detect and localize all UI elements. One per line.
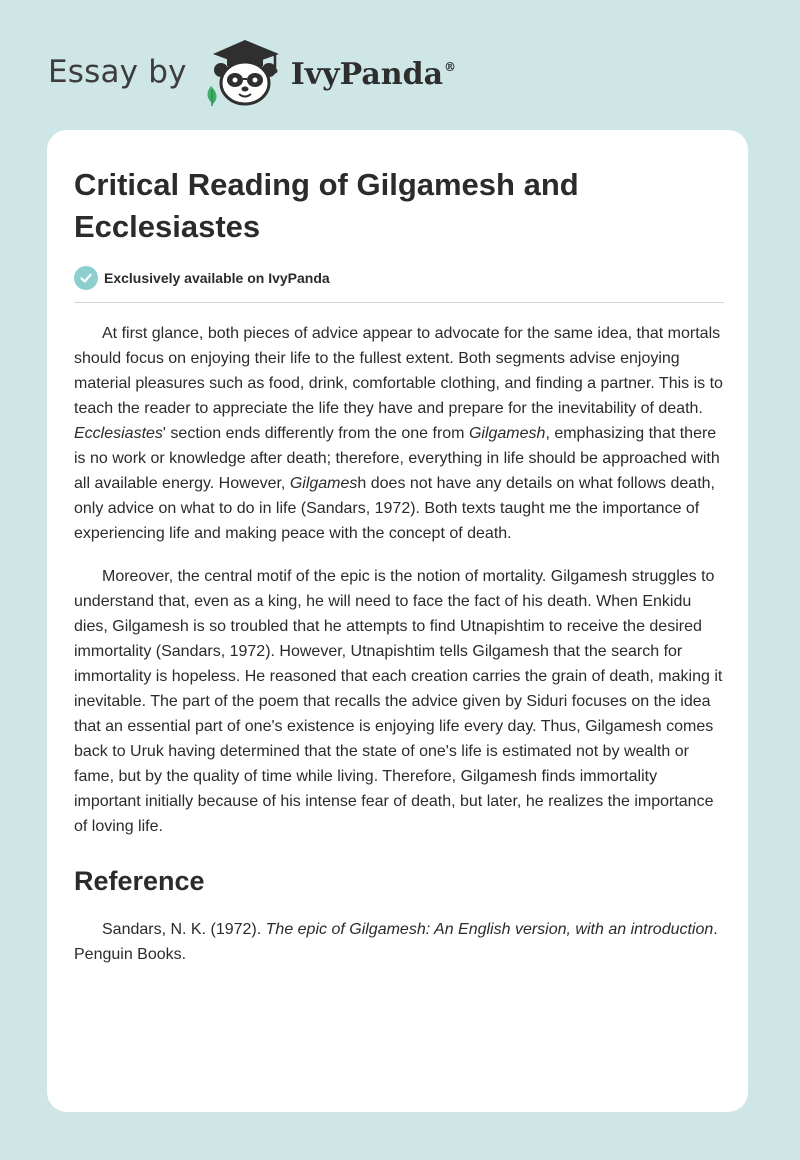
exclusive-badge: [74, 266, 724, 290]
site-header: [48, 36, 456, 108]
reference-heading: Reference: [74, 866, 205, 896]
brand-name[interactable]: IvyPanda®: [290, 56, 457, 92]
essay-content: [74, 164, 724, 983]
reference-entry: Sandars, N. K. (1972). The epic of Gilgamesh: An English version, with an introduction. Penguin Books.: [74, 921, 718, 963]
page-title: Critical Reading of Gilgamesh and Ecclesiastes: [74, 167, 579, 244]
essay-by-label: Essay by: [48, 54, 187, 90]
essay-card: [47, 130, 748, 1112]
exclusive-label: Exclusively available on IvyPanda: [104, 270, 330, 286]
paragraph-1: At first glance, both pieces of advice appear to advocate for the same idea, that mortals should focus on enjoying their life to the fullest extent. Both segments advise enjoying material pleasures such as food, drink, comfortable clothing, and finding a partner. This is to teach the reader to appreciate the life they have and prepare for the inevitability of death. Ecclesiastes' section ends differently from the one from Gilgamesh, emphasizing that there is no work or knowledge after death; therefore, everything in life should be approached with all available energy. However, Gilgamesh does not have any details on what follows death, only advice on what to do in life (Sandars, 1972). Both texts taught me the importance of experiencing life and making peace with the concept of death.: [74, 325, 723, 542]
panda-logo-icon[interactable]: [201, 36, 285, 108]
divider: [74, 302, 724, 303]
check-icon: [74, 266, 98, 290]
paragraph-2: Moreover, the central motif of the epic is the notion of mortality. Gilgamesh struggles to understand that, even as a king, he will need to face the fact of his death. When Enkidu dies, Gilgamesh is so troubled that he attempts to find Utnapishtim to receive the desired immortality (Sandars, 1972). However, Utnapishtim tells Gilgamesh that the search for immortality is hopeless. He reasoned that each creation carries the grain of death, making it inevitable. The part of the poem that recalls the advice given by Siduri focuses on the idea that an essential part of one's existence is enjoying life every day. Thus, Gilgamesh comes back to Uruk having determined that the state of one's life is estimated not by wealth or fame, but by the quality of time while living. Therefore, Gilgamesh finds immortality important initially because of his intense fear of death, but later, he realizes the importance of loving life.: [74, 568, 723, 835]
